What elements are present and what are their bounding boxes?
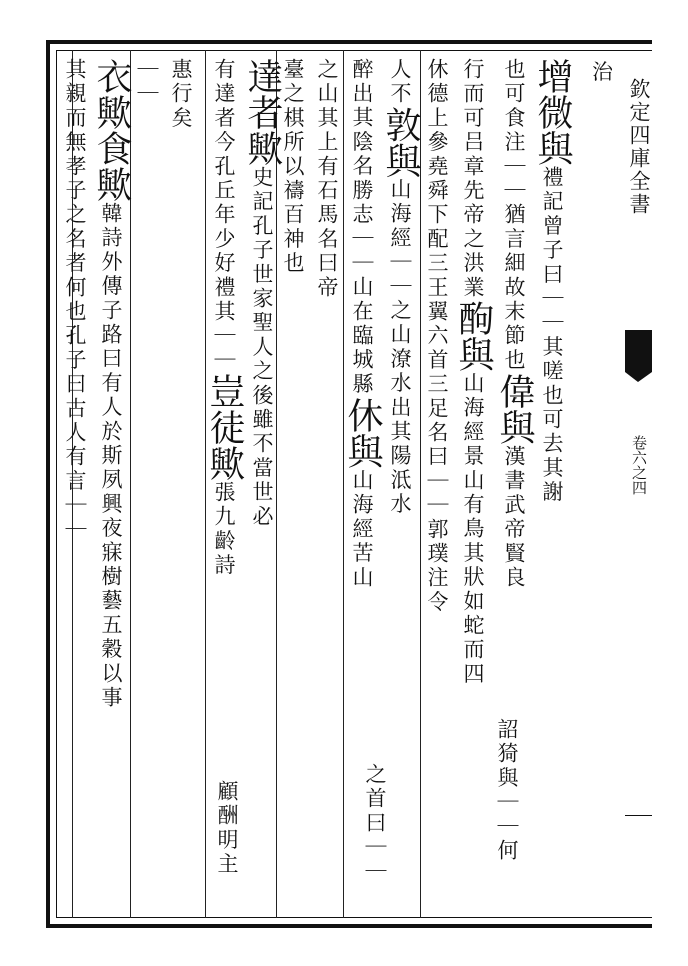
- page-head-char: 治: [592, 60, 613, 84]
- headword: 偉與: [494, 372, 535, 445]
- text-column-8: [210, 780, 244, 877]
- text-line: [490, 718, 524, 863]
- annotation-text: 顧酬明主: [215, 780, 239, 877]
- headword: 豈徒歟: [204, 372, 245, 481]
- text-column-6: [276, 58, 344, 300]
- annotation-text: 也可食注｜｜猶言細故末節也: [502, 58, 526, 373]
- text-line: [495, 58, 533, 590]
- text-column-5: [358, 763, 392, 884]
- annotation-text: 之首曰｜｜: [363, 763, 387, 884]
- text-line: [205, 58, 243, 577]
- text-column-9: [130, 58, 198, 131]
- text-column-2: [490, 718, 524, 863]
- text-line: [164, 58, 198, 131]
- margin-tick: [625, 815, 652, 816]
- margin-strip: [625, 40, 652, 928]
- annotation-text: 漢書武帝賢良: [502, 444, 526, 590]
- text-line: [343, 58, 381, 590]
- fish-tail-mark: [625, 330, 652, 372]
- annotation-text: 張九齡詩: [212, 480, 236, 578]
- text-line: [454, 58, 492, 687]
- annotation-text: 人不: [388, 58, 412, 107]
- text-column-4: [343, 58, 419, 590]
- headword: 衣歟食歟: [91, 58, 132, 202]
- headword: 達者歟: [242, 58, 283, 166]
- text-line: [92, 58, 130, 710]
- text-column-1: [495, 58, 571, 590]
- text-line: [310, 58, 344, 300]
- annotation-text: 山海經苦山: [350, 468, 374, 590]
- text-line: [243, 58, 281, 577]
- book-title: 欽定四庫全書: [627, 78, 651, 216]
- annotation-text: 山海經景山有鳥其狀如蛇而四: [461, 372, 485, 687]
- headword: 䣱與: [453, 300, 494, 372]
- annotation-text: 山海經｜｜之山潦水出其陽泜水: [388, 178, 412, 518]
- text-column-3: [420, 58, 492, 687]
- annotation-text: ｜｜: [135, 58, 159, 107]
- annotation-text: 韓詩外傳子路曰有人於斯夙興夜寐樹藝五穀以事: [99, 202, 123, 711]
- annotation-text: 詔猗與｜｜何: [495, 718, 519, 864]
- annotation-text: 惠行矣: [169, 58, 193, 131]
- text-line: [210, 780, 244, 877]
- annotation-text: 休德上參堯舜下配三王: [425, 58, 449, 300]
- annotation-text: 醉: [350, 58, 374, 83]
- text-line: [130, 58, 164, 131]
- text-column-10: [58, 58, 130, 710]
- headword: 增微與: [532, 58, 573, 166]
- annotation-text: 臺之棋所以禱百神也: [281, 58, 305, 276]
- annotation-text: 之山其上有石馬名曰帝: [315, 58, 339, 300]
- annotation-text: 其親而無孝子之名者何也孔子曰古人有言｜｜: [63, 58, 87, 542]
- text-line: [533, 58, 571, 590]
- juan-label: 卷六之四: [630, 435, 648, 495]
- annotation-text: 翼六首三足名曰｜｜郭璞注令: [425, 300, 449, 615]
- annotation-text: 行而可吕章先帝之洪業: [461, 58, 485, 300]
- annotation-text: 有達者今孔丘年少好禮其｜｜: [212, 58, 236, 373]
- text-line: [58, 58, 92, 710]
- text-line: [381, 58, 419, 590]
- annotation-text: 禮記曾子曰｜｜其嗟也可去其謝: [540, 166, 564, 505]
- annotation-text: 出其陰名勝志｜｜山在臨城縣: [350, 82, 374, 397]
- headword: 敦與: [380, 106, 421, 179]
- text-line: [358, 763, 392, 884]
- annotation-text: 史記孔子世家聖人之後雖不當世必: [250, 166, 274, 529]
- text-column-7: [205, 58, 281, 577]
- text-line: [420, 58, 454, 687]
- headword: 休與: [342, 396, 383, 469]
